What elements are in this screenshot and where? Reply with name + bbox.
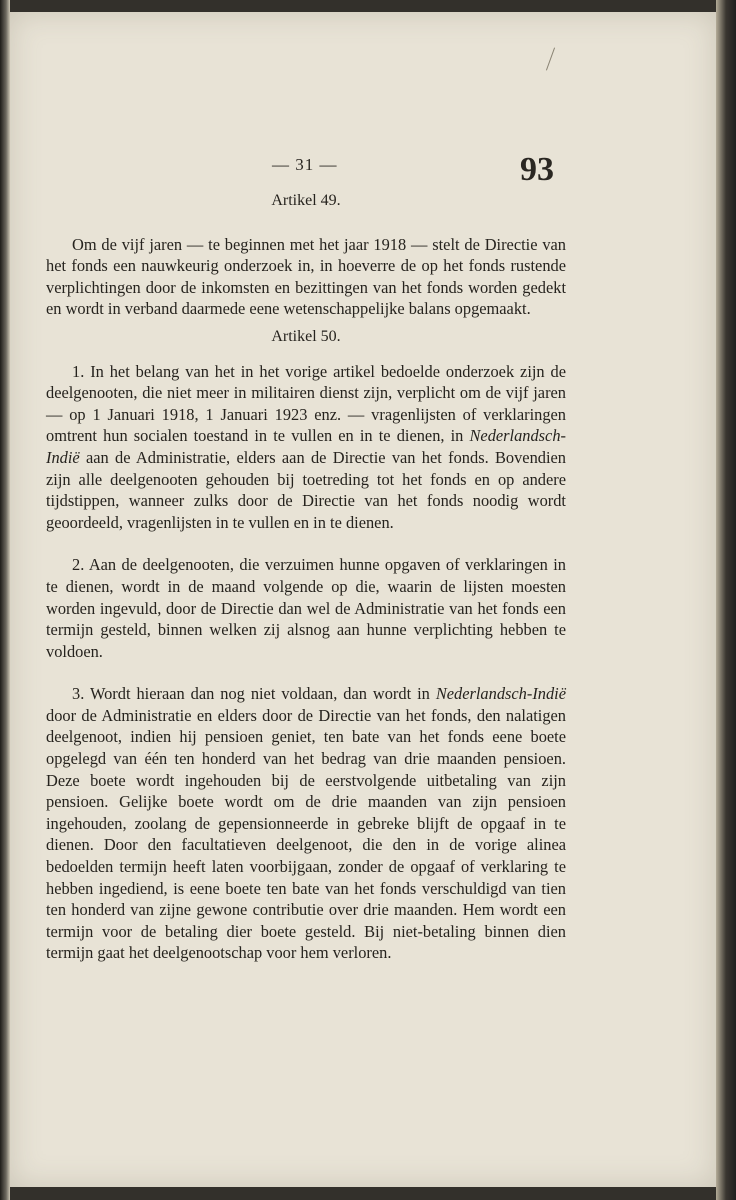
book-binding-edge [0, 0, 10, 1200]
paragraph-3-text-a: 3. Wordt hieraan dan nog niet voldaan, dan wordt in [72, 684, 436, 704]
paragraph-1-italic-place: Nederlandsch-Indië [46, 426, 566, 467]
page-number-printed: — 31 — [272, 155, 338, 174]
document-page [10, 12, 716, 1187]
article-50-paragraph-3 [46, 683, 566, 964]
article-50-paragraph-2: 2. Aan de deelgenooten, die verzuimen hunne opgaven of verklaringen in te dienen, wordt in de maand volgende op die, waarin de lijsten moesten worden ingevuld, door de Directie dan wel de Administratie van het fonds een termijn gesteld, binnen welken zij alsnog aan hunne verplichting hebben te voldoen. [46, 555, 566, 661]
article-49-paragraph: Om de vijf jaren — te beginnen met het jaar 1918 — stelt de Directie van het fonds een nauwkeurig onderzoek in, in hoeverre de op het fonds rustende verplichtingen door de inkomsten en bezittingen van het fonds worden gedekt en wordt in verband daarmede eene wetenschappelijke balans opgemaakt. [46, 234, 566, 319]
paragraph-3-italic-place: Nederlandsch-Indië [435, 684, 566, 704]
document-body [46, 190, 566, 964]
paragraph-1-text-b: aan de Administratie, elders aan de Directie van het fonds. Bovendien zijn alle deelgenooten gehouden bij toetreding tot het fonds en op andere tijdstippen, wanneer zulks door de Directie van het fonds noodig wordt geoordeeld, vragenlijsten in te vullen en in te dienen. [46, 447, 566, 532]
pencil-mark [546, 48, 555, 71]
article-50-paragraph-1 [46, 361, 566, 534]
page-number-stamped: 93 [520, 151, 554, 188]
paragraph-3-text-b: door de Administratie en elders door de Directie van het fonds, den nalatigen deelgenoot, indien hij pensioen geniet, ten bate van het fonds eene boete opgelegd van één ten honderd van het bedrag van drie maanden pensioen. Deze boete wordt ingehouden bij de eerstvolgende uitbetaling van zijn pensioen. Gelijke boete wordt om de drie maanden van zijn pensioen ingehouden, zoolang de gepensionneerde in gebreke blijft de opgaaf in te dienen. Door den facultatieven deelgenoot, die den in de vorige alinea bedoelden termijn heeft laten voorbijgaan, zonder de opgaaf of verklaring te hebben ingediend, is eene boete ten bate van het fonds verschuldigd van tien ten honderd van zijne gewone contributie over drie maanden. Hem wordt een termijn voor de betaling dier boete gesteld. Bij niet-betaling binnen dien termijn gaat het deelgenootschap voor hem verloren. [46, 705, 566, 963]
article-50-heading: Artikel 50. [271, 327, 341, 345]
book-right-edge [716, 0, 736, 1200]
paragraph-1-text-a: 1. In het belang van het in het vorige artikel bedoelde onderzoek zijn de deelgenooten, die niet meer in militairen dienst zijn, verplicht om de vijf jaren — op 1 Januari 1918, 1 Januari 1923 enz. — vragenlijsten of verklaringen omtrent hun socialen toestand in te vullen en in te dienen, in [46, 361, 566, 446]
article-49-heading: Artikel 49. [271, 192, 341, 209]
